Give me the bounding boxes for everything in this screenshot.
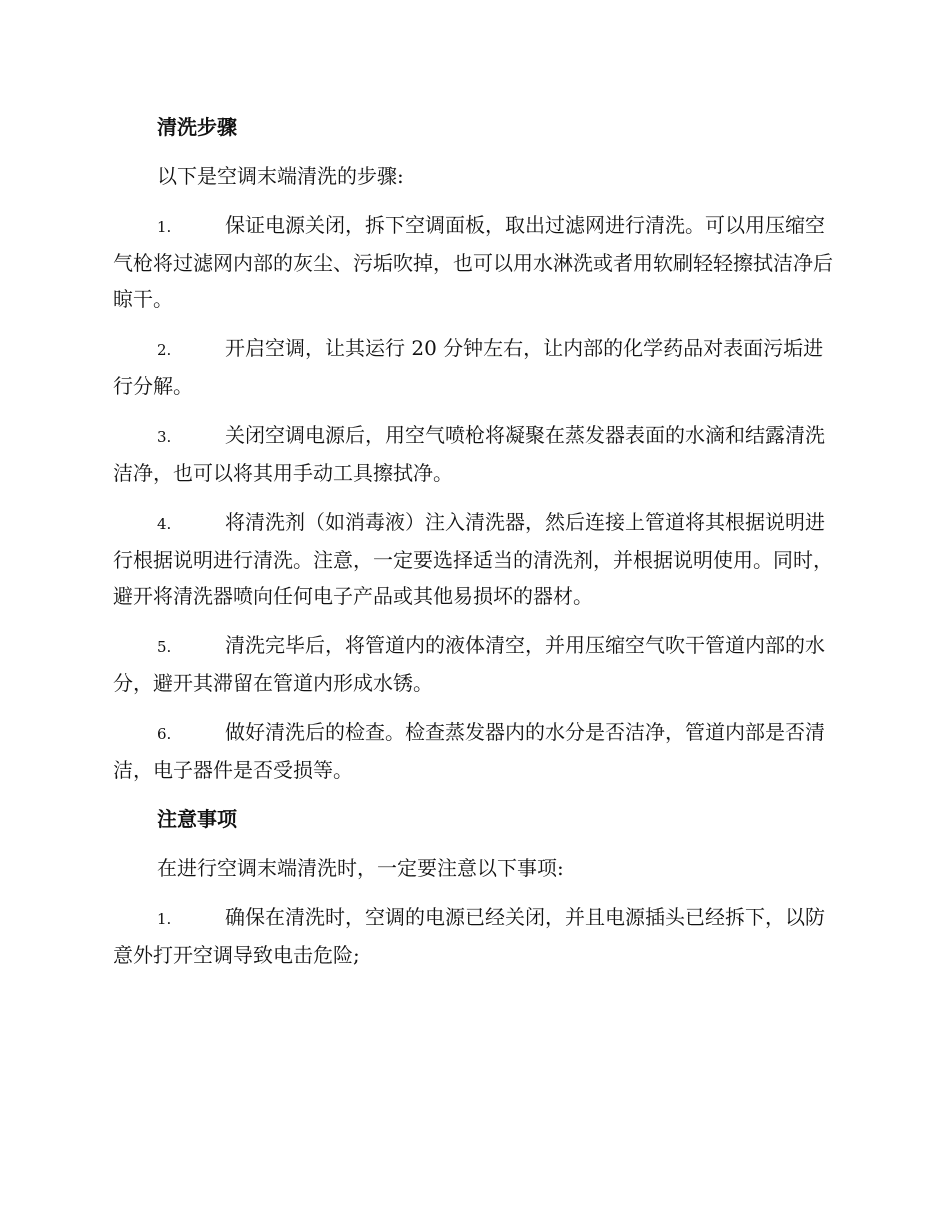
precautions-intro: 在进行空调末端清洗时，一定要注意以下事项: xyxy=(157,856,564,880)
step-text: 将清洗剂（如消毒液）注入清洗器，然后连接上管道将其根据说明进行根据说明进行清洗。注意，一定要选择适当的清洗剂，并根据说明使用。同时，避开将清洗器喷向任何电子产品或其他易损坏的器材。 xyxy=(113,510,833,608)
document-body xyxy=(113,109,835,986)
step-number: 2. xyxy=(157,341,172,359)
step-text: 确保在清洗时，空调的电源已经关闭，并且电源插头已经拆下，以防意外打开空调导致电击危险; xyxy=(113,905,825,967)
cleaning-step-5 xyxy=(113,627,835,701)
step-number: 1. xyxy=(157,218,172,236)
step-number: 1. xyxy=(157,910,172,928)
step-number: 4. xyxy=(157,515,172,533)
step-number: 6. xyxy=(157,725,172,743)
section-heading-precautions: 注意事项 xyxy=(157,807,237,831)
precaution-item-1 xyxy=(113,899,835,973)
step-number: 5. xyxy=(157,638,172,656)
section-heading-cleaning-steps: 清洗步骤 xyxy=(157,115,237,139)
cleaning-step-3 xyxy=(113,417,835,491)
cleaning-step-6 xyxy=(113,714,835,788)
step-text: 保证电源关闭，拆下空调面板，取出过滤网进行清洗。可以用压缩空气枪将过滤网内部的灰尘、污垢吹掉，也可以用水淋洗或者用软刷轻轻擦拭洁净后晾干。 xyxy=(113,213,833,311)
cleaning-step-1 xyxy=(113,207,835,317)
step-number: 3. xyxy=(157,428,172,446)
cleaning-step-2 xyxy=(113,330,835,404)
step-text: 做好清洗后的检查。检查蒸发器内的水分是否洁净，管道内部是否清洁，电子器件是否受损等。 xyxy=(113,720,825,782)
step-text: 清洗完毕后，将管道内的液体清空，并用压缩空气吹干管道内部的水分，避开其滞留在管道内形成水锈。 xyxy=(113,633,825,695)
step-text: 关闭空调电源后，用空气喷枪将凝聚在蒸发器表面的水滴和结露清洗洁净，也可以将其用手动工具擦拭净。 xyxy=(113,423,825,485)
step-text: 开启空调，让其运行 20 分钟左右，让内部的化学药品对表面污垢进行分解。 xyxy=(113,336,824,398)
cleaning-steps-intro: 以下是空调末端清洗的步骤: xyxy=(157,164,404,188)
cleaning-step-4 xyxy=(113,504,835,614)
